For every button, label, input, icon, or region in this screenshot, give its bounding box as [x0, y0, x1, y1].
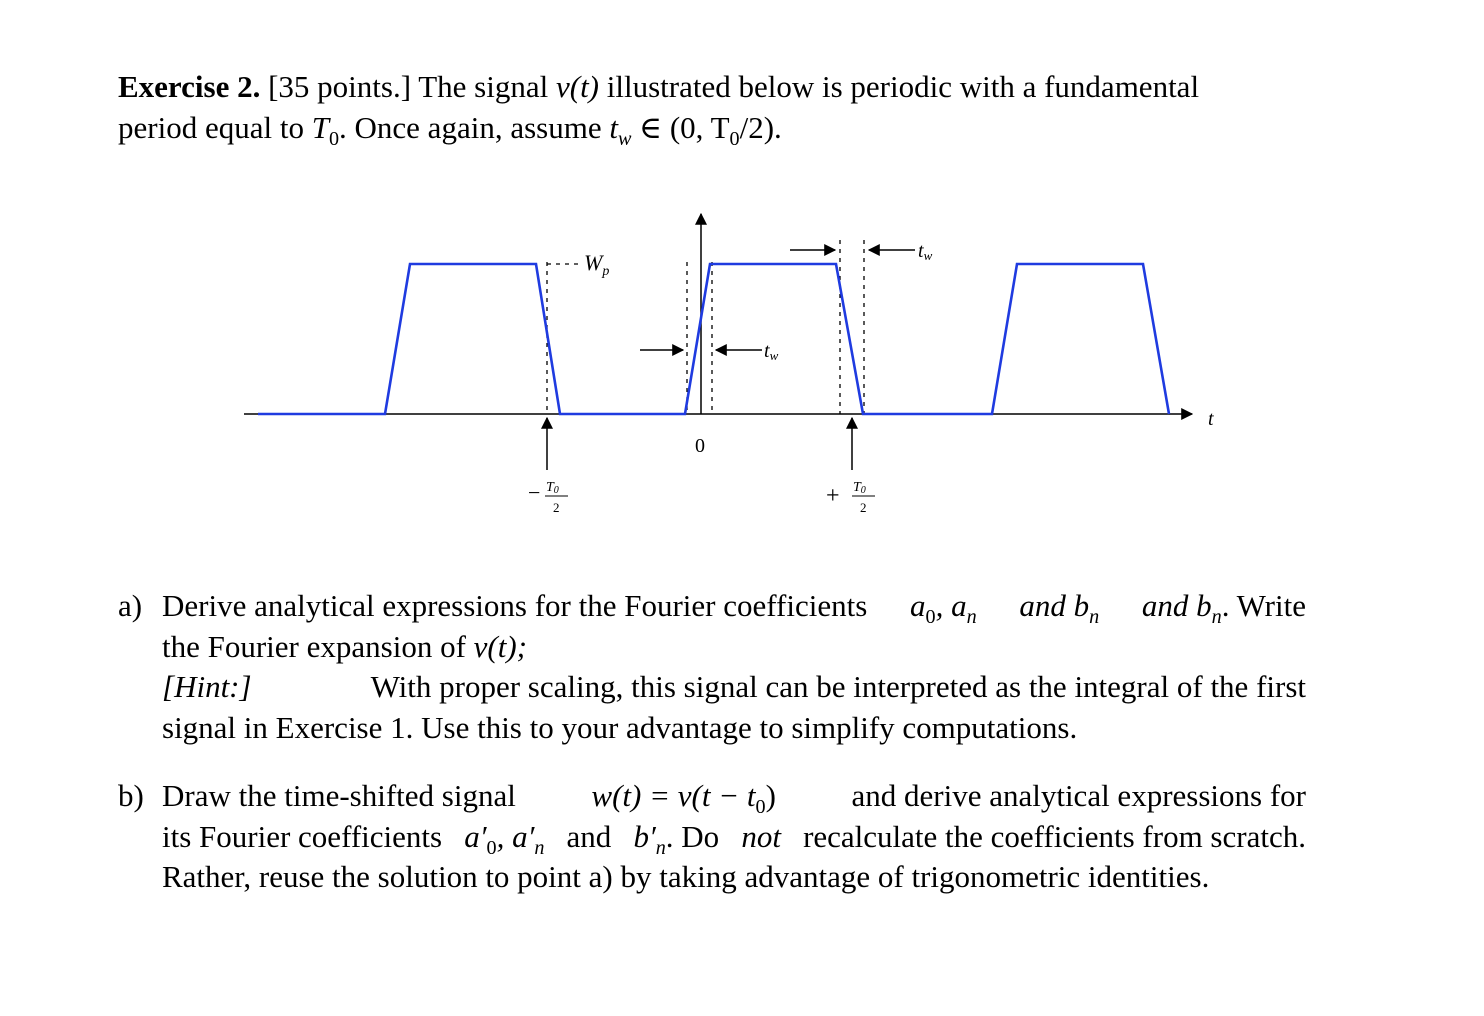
- svg-text:+: +: [826, 483, 840, 509]
- coef-a0-prime: a′: [464, 818, 487, 854]
- tw-sub: w: [617, 128, 632, 151]
- tw-symbol: t: [609, 110, 618, 145]
- coef-an-prime: , a′: [496, 818, 535, 854]
- qa-text-1: Derive analytical expressions for the Fourier coefficients: [162, 588, 868, 623]
- question-b-line-3: [162, 857, 1306, 898]
- coef-a0-prime-sub: 0: [486, 836, 497, 859]
- question-a-label: a): [118, 588, 143, 623]
- coef-an: , a: [935, 588, 967, 623]
- svg-text:2: 2: [553, 500, 560, 515]
- coef-bn-2-sub: n: [1211, 606, 1222, 629]
- qa-signal: v(t);: [473, 628, 527, 664]
- coef-bn-2: and b: [1141, 588, 1212, 623]
- qa-text-2: the Fourier expansion of: [162, 628, 466, 664]
- qb-do: . Do: [665, 818, 720, 854]
- intro-text-2a: period equal to: [118, 110, 304, 145]
- coef-an-prime-sub: n: [534, 836, 545, 859]
- coef-a0: a: [909, 588, 926, 623]
- qa-text-4: signal in Exercise 1. Use this to your advantage to simplify computations.: [162, 709, 1078, 745]
- question-b-line-2: [162, 817, 1306, 858]
- qa-text-3: With proper scaling, this signal can be interpreted as the integral of the first: [370, 669, 1306, 704]
- interval-text: ∈ (0, T: [639, 110, 730, 145]
- coef-bn-prime-sub: n: [655, 836, 666, 859]
- exercise-title: Exercise 2.: [118, 69, 261, 104]
- minus-half-label: [528, 480, 568, 515]
- intro-text-1: The signal: [418, 69, 549, 104]
- intro-text-1b: illustrated below is periodic with a fundamental: [606, 69, 1200, 104]
- coef-bn-prime: b′: [633, 818, 656, 854]
- svg-text:−: −: [528, 480, 541, 505]
- tw-top-label: tw: [918, 240, 933, 263]
- question-a-line-2: [162, 627, 1306, 668]
- question-b-line-1: [162, 776, 1306, 817]
- qb-text-1: Draw the time-shifted signal: [162, 778, 516, 813]
- t-axis-label: t: [1208, 408, 1214, 430]
- signal-trace: [258, 264, 1169, 414]
- qb-text-2c: recalculate the coefficients from scratch.: [803, 818, 1306, 854]
- qa-text-write: . Write: [1221, 588, 1306, 623]
- question-a-line-4: [162, 708, 1306, 749]
- interval-sub: 0: [729, 128, 740, 151]
- qb-shift-eq: w(t) = v(t − t: [591, 778, 756, 813]
- qb-not: not: [741, 818, 781, 854]
- question-a-line-3: [162, 667, 1306, 708]
- plus-half-label: [826, 480, 875, 515]
- interval-end: /2).: [739, 110, 782, 145]
- qb-shift-sub: 0: [755, 796, 766, 819]
- qb-text-2: its Fourier coefficients: [162, 818, 443, 854]
- svg-text:2: 2: [860, 500, 867, 515]
- qb-and: and: [566, 818, 612, 854]
- zero-label: 0: [695, 435, 705, 457]
- signal-symbol: v(t): [555, 69, 600, 104]
- wp-label: $W_p$: [584, 250, 610, 279]
- svg-text:T0: T0: [853, 480, 866, 496]
- qb-shift-end: ): [765, 778, 776, 813]
- question-a-line-1: [162, 586, 1306, 627]
- svg-text:T0: T0: [546, 480, 559, 496]
- intro-text-2b: . Once again, assume: [339, 110, 602, 145]
- coef-an-sub: n: [966, 606, 977, 629]
- exercise-points: [35 points.]: [268, 69, 412, 104]
- coef-bn-sub: n: [1089, 606, 1100, 629]
- period-symbol: T: [311, 110, 329, 145]
- coef-bn: and b: [1019, 588, 1090, 623]
- question-a: [118, 586, 1306, 748]
- tw-mid-label: tw: [764, 340, 779, 363]
- question-b: [118, 776, 1306, 898]
- coef-a0-sub: 0: [925, 606, 936, 629]
- qa-hint: [Hint:]: [162, 669, 252, 704]
- question-b-label: b): [118, 778, 144, 813]
- qb-text-3: Rather, reuse the solution to point a) by taking advantage of trigonometric identities.: [162, 859, 1210, 894]
- qb-text-1b: and derive analytical expressions for: [851, 778, 1306, 813]
- period-sub: 0: [328, 128, 340, 151]
